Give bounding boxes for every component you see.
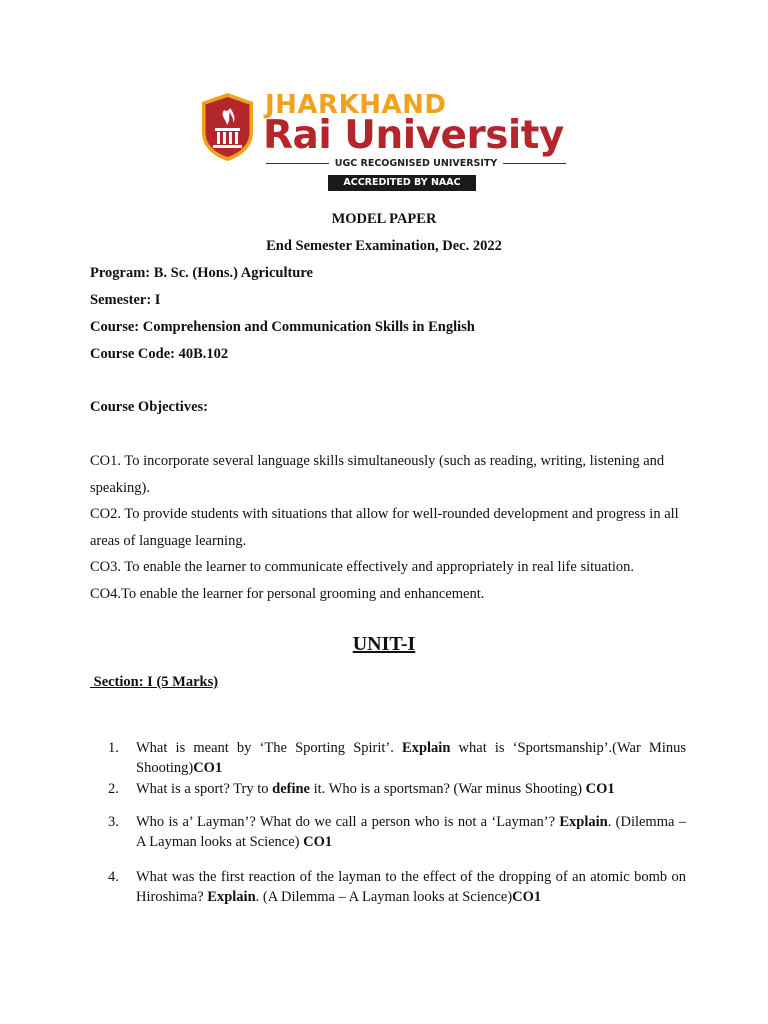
- program-line: Program: B. Sc. (Hons.) Agriculture: [90, 265, 313, 281]
- question-text: What is meant by ‘The Sporting Spirit’. Explain what is ‘Sportsmanship’.(War Minus Shooting)CO1: [136, 740, 686, 776]
- question-text: What is a sport? Try to define it. Who is a sportsman? (War minus Shooting) CO1: [136, 781, 615, 797]
- course-outcome-tag: CO1: [512, 888, 542, 905]
- question-keyword: define: [272, 781, 310, 797]
- objective-item: CO2. To provide students with situations that allow for well-rounded development and progress in all areas of language learning.: [90, 506, 679, 549]
- university-seal-icon: [200, 92, 255, 162]
- semester-line: Semester: I: [90, 292, 161, 308]
- university-logo: [200, 90, 570, 192]
- course-outcome-tag: CO1: [585, 781, 615, 797]
- question-number: 2.: [108, 781, 119, 797]
- question-item: [108, 739, 686, 778]
- divider: [266, 163, 329, 164]
- logo-ugc-line: [266, 158, 566, 169]
- course-line: Course: Comprehension and Communication Skills in English: [90, 319, 475, 335]
- logo-top-text: JHARKHAND: [265, 90, 447, 120]
- paper-title: MODEL PAPER: [331, 211, 437, 227]
- question-item: [108, 780, 686, 800]
- course-code-line: Course Code: 40B.102: [90, 346, 229, 362]
- question-text: Who is a’ Layman’? What do we call a person who is not a ‘Layman’? Explain. (Dilemma – A Layman looks at Science) CO1: [136, 814, 686, 850]
- exam-name: End Semester Examination, Dec. 2022: [266, 238, 502, 254]
- question-keyword: Explain: [207, 888, 256, 905]
- question-number: 3.: [108, 814, 119, 830]
- course-outcome-tag: CO1: [303, 833, 333, 850]
- unit-title: UNIT-I: [352, 633, 416, 655]
- objectives-heading: Course Objectives:: [90, 399, 208, 415]
- divider: [503, 163, 566, 164]
- question-keyword: Explain: [402, 740, 451, 756]
- question-text: What was the first reaction of the layman to the effect of the dropping of an atomic bomb on Hiroshima? Explain. (A Dilemma – A Layman looks at Science)CO1: [136, 869, 686, 905]
- question-number: 4.: [108, 869, 119, 885]
- question-item: [108, 868, 686, 907]
- logo-naac-badge: ACCREDITED BY NAAC: [328, 175, 476, 191]
- objectives-list: [90, 448, 690, 607]
- course-outcome-tag: CO1: [193, 759, 223, 776]
- logo-main-text: Rai University: [263, 113, 564, 158]
- logo-ugc-text: UGC RECOGNISED UNIVERSITY: [334, 158, 498, 169]
- objective-item: CO4.To enable the learner for personal grooming and enhancement.: [90, 585, 485, 602]
- question-number: 1.: [108, 740, 119, 756]
- objective-item: CO1. To incorporate several language skills simultaneously (such as reading, writing, listening and speaking).: [90, 453, 665, 496]
- objective-item: CO3. To enable the learner to communicate effectively and appropriately in real life situation.: [90, 559, 635, 575]
- question-keyword: Explain: [559, 814, 608, 830]
- section-heading: Section: I (5 Marks): [90, 674, 219, 690]
- question-item: [108, 813, 686, 852]
